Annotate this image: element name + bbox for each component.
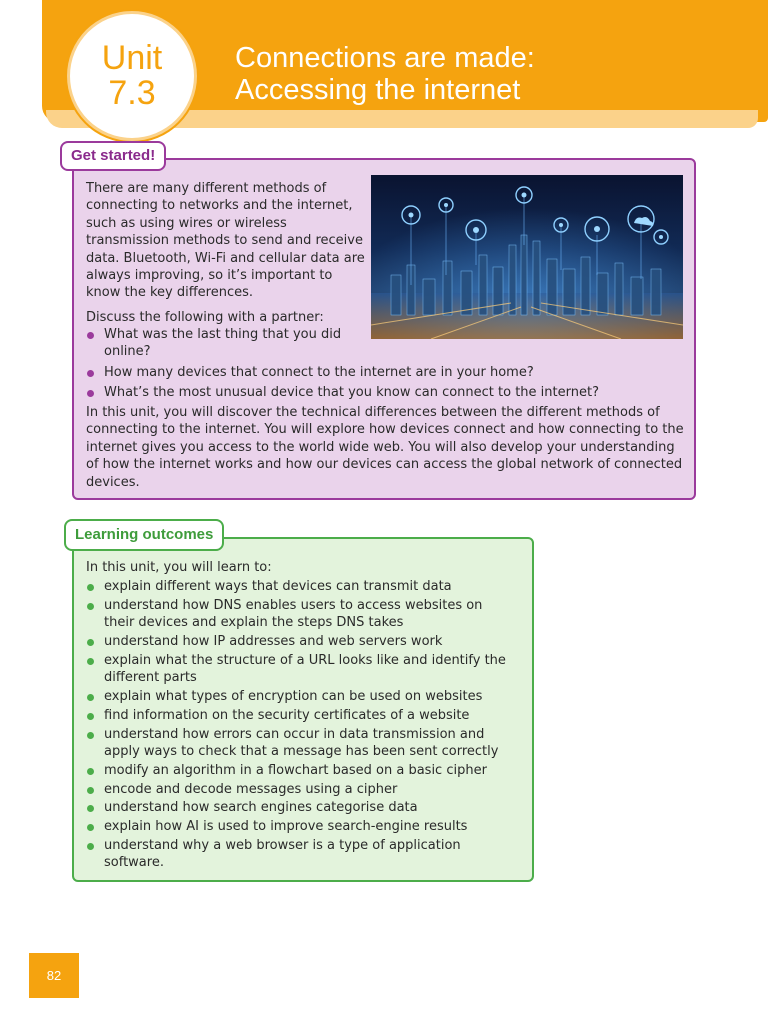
bullet-dot bbox=[87, 732, 94, 739]
bullet-dot bbox=[87, 332, 94, 339]
list-item bbox=[86, 364, 676, 381]
outcome-text: understand how IP addresses and web servers work bbox=[104, 634, 443, 649]
get-started-discuss: Discuss the following with a partner: bbox=[86, 310, 324, 325]
bullet-dot bbox=[87, 787, 94, 794]
bullet-dot bbox=[87, 824, 94, 831]
question-text: What’s the most unusual device that you know can connect to the internet? bbox=[104, 385, 599, 401]
list-item bbox=[86, 633, 516, 650]
list-item bbox=[86, 597, 516, 632]
bullet-dot bbox=[87, 805, 94, 812]
bullet-dot bbox=[87, 768, 94, 775]
outcome-text: find information on the security certificates of a website bbox=[104, 707, 470, 723]
get-started-label: Get started! bbox=[60, 141, 166, 171]
question-text: What was the last thing that you did online? bbox=[104, 327, 342, 360]
list-item bbox=[86, 384, 676, 401]
bullet-dot bbox=[87, 639, 94, 646]
list-item bbox=[86, 707, 516, 724]
page-number: 82 bbox=[29, 953, 79, 998]
unit-badge bbox=[70, 14, 194, 138]
page-title-line-1: Connections are made: bbox=[235, 42, 535, 74]
get-started-intro: There are many different methods of connecting to networks and the internet, such as using wires or wireless transmission methods to send and receive data. Bluetooth, Wi-Fi and cellular data are always improving, so it’s important to know the key differences. bbox=[86, 181, 365, 301]
bullet-dot bbox=[87, 843, 94, 850]
list-item bbox=[86, 578, 516, 595]
bullet-dot bbox=[87, 694, 94, 701]
list-item bbox=[86, 688, 516, 705]
list-item bbox=[86, 652, 516, 687]
question-text: How many devices that connect to the internet are in your home? bbox=[104, 364, 534, 380]
outcome-text: modify an algorithm in a flowchart based on a basic cipher bbox=[104, 762, 487, 778]
bullet-dot bbox=[87, 713, 94, 720]
list-item bbox=[86, 799, 516, 816]
list-item bbox=[86, 726, 516, 761]
bullet-dot bbox=[87, 603, 94, 610]
page-title-line-2: Accessing the internet bbox=[235, 74, 521, 106]
outcome-text: understand how DNS enables users to access websites on their devices and explain the steps DNS takes bbox=[104, 597, 483, 631]
learning-outcomes-list bbox=[86, 578, 516, 873]
list-item bbox=[86, 837, 516, 872]
bullet-dot bbox=[87, 390, 94, 397]
list-item bbox=[86, 818, 516, 835]
outcome-text: explain what the structure of a URL looks like and identify the different parts bbox=[104, 652, 506, 686]
list-item bbox=[86, 762, 516, 779]
bullet-dot bbox=[87, 370, 94, 377]
smart-city-illustration bbox=[371, 175, 683, 339]
learning-outcomes-intro: In this unit, you will learn to: bbox=[86, 560, 272, 575]
page-title bbox=[235, 42, 755, 106]
discussion-questions bbox=[86, 326, 676, 405]
outcome-text: understand how search engines categorise data bbox=[104, 800, 418, 816]
bullet-dot bbox=[87, 658, 94, 665]
unit-number: 7.3 bbox=[108, 74, 156, 112]
learning-outcomes-label: Learning outcomes bbox=[64, 519, 224, 551]
outcome-text: explain what types of encryption can be used on websites bbox=[104, 689, 483, 704]
outcome-text: explain different ways that devices can transmit data bbox=[104, 579, 452, 594]
outcome-text: encode and decode messages using a cipher bbox=[104, 781, 398, 797]
list-item bbox=[86, 326, 376, 361]
get-started-paragraph: In this unit, you will discover the technical differences between the different methods of connecting to the internet. You will explore how devices connect and how connecting to the internet gives you access to the world wide web. You will also develop your understanding of how the internet works and how our devices can access the global network of connected devices. bbox=[86, 405, 684, 490]
unit-word: Unit bbox=[101, 39, 163, 77]
outcome-text: understand why a web browser is a type of application software. bbox=[104, 837, 461, 871]
bullet-dot bbox=[87, 584, 94, 591]
smart-city-image bbox=[371, 175, 683, 339]
outcome-text: understand how errors can occur in data transmission and apply ways to check that a message has been sent correctly bbox=[104, 726, 499, 759]
list-item bbox=[86, 781, 516, 798]
outcome-text: explain how AI is used to improve search-engine results bbox=[104, 819, 468, 835]
